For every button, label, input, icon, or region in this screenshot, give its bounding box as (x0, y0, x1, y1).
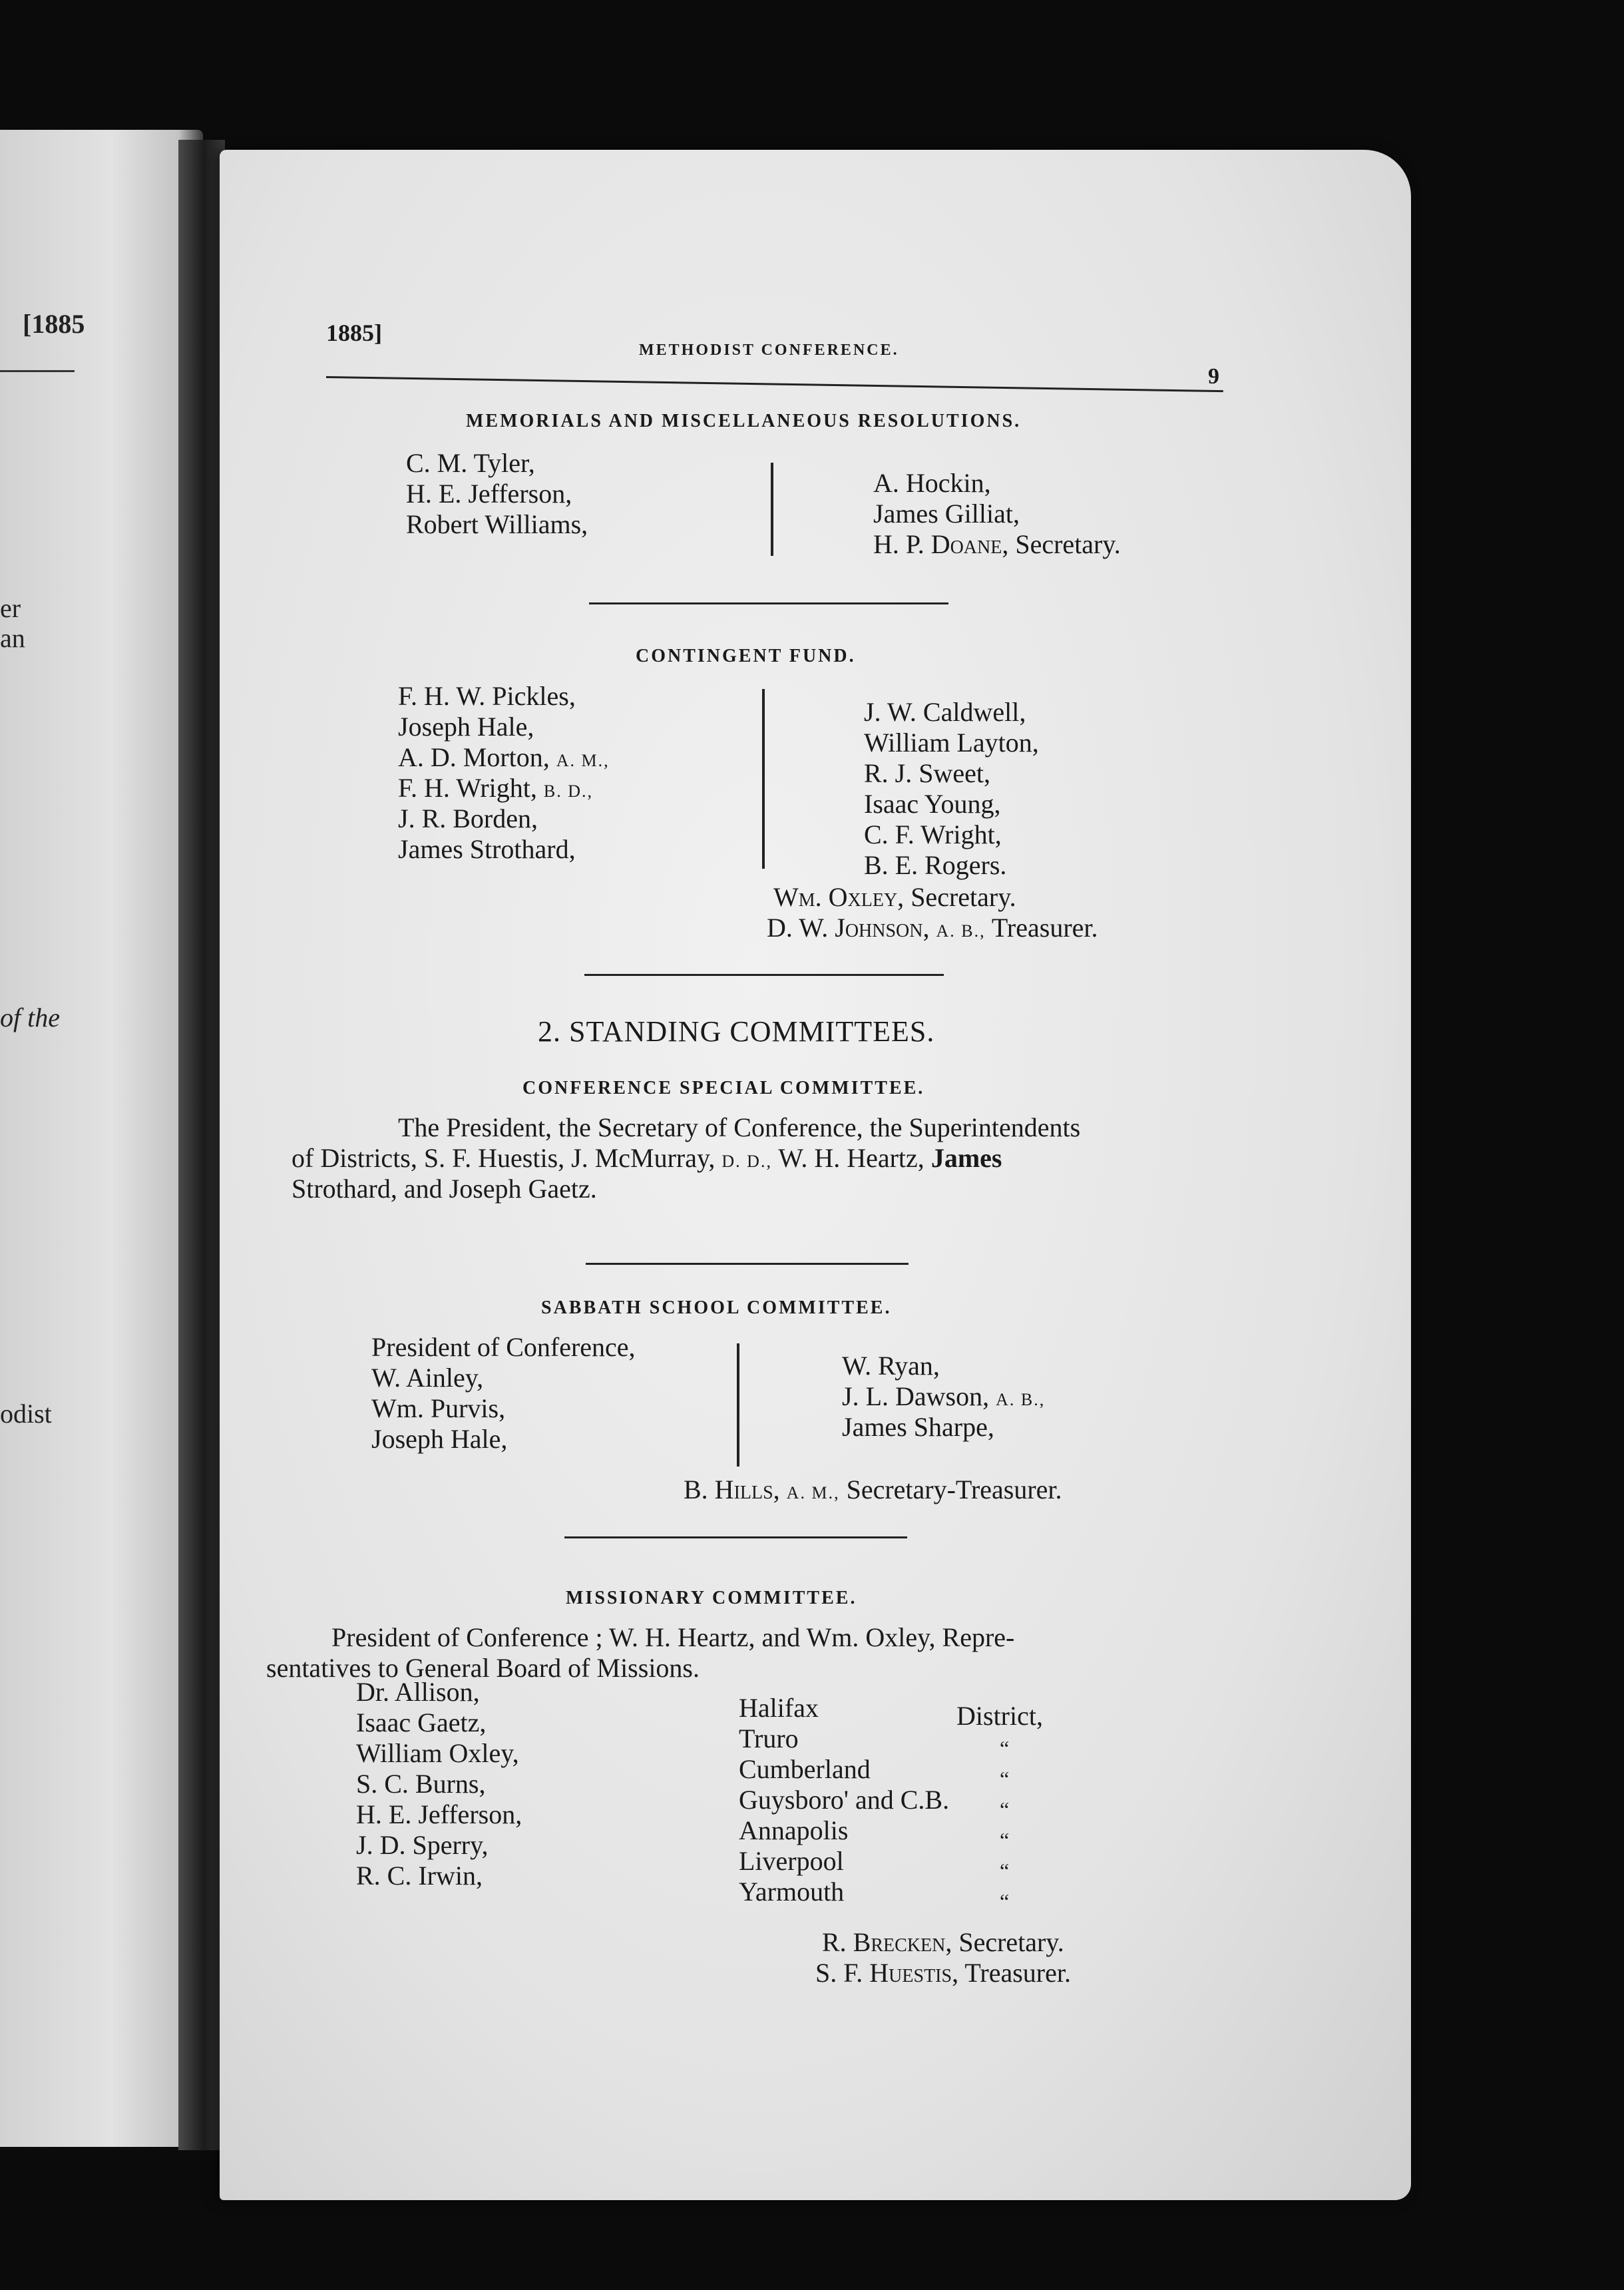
header-year: 1885] (326, 320, 382, 346)
contingent-member-degree: B. D., (543, 782, 594, 801)
missionary-member: H. E. Jefferson, (356, 1799, 522, 1829)
missionary-member: J. D. Sperry, (356, 1830, 489, 1860)
contingent-treasurer-degree: A. B., (936, 921, 986, 941)
sabbath-secretary-role: Secretary-Treasurer. (846, 1475, 1062, 1504)
memorials-member: H. E. Jefferson, (406, 479, 572, 509)
sabbath-secretary-name: B. Hills, (684, 1475, 780, 1504)
sabbath-member: J. L. Dawson, (842, 1381, 990, 1411)
contingent-member: F. H. Wright, (398, 773, 537, 803)
contingent-member-degree: A. M., (556, 751, 610, 770)
left-page-fragment: an (0, 623, 25, 653)
contingent-treasurer-role: Treasurer. (991, 913, 1098, 943)
sabbath-member: President of Conference, (371, 1332, 636, 1362)
section-rule (584, 974, 944, 976)
ditto-mark: “ (1000, 1767, 1010, 1791)
special-committee-line: Strothard, and Joseph Gaetz. (292, 1174, 597, 1204)
section-rule (564, 1536, 907, 1538)
sabbath-secretary-degree: A. M., (786, 1483, 840, 1502)
header-rule (326, 376, 1223, 392)
ditto-mark: “ (1000, 1736, 1010, 1760)
contingent-secretary-role: Secretary. (911, 882, 1016, 912)
district-label: District, (956, 1701, 1043, 1731)
contingent-member: J. W. Caldwell, (864, 697, 1026, 727)
sabbath-member: Joseph Hale, (371, 1424, 508, 1454)
standing-committees-heading: 2. STANDING COMMITTEES. (538, 1015, 935, 1048)
memorials-member: Robert Williams, (406, 509, 588, 539)
missionary-district: Annapolis (739, 1815, 849, 1845)
missionary-heading: MISSIONARY COMMITTEE. (566, 1588, 857, 1608)
missionary-secretary-role: Secretary. (958, 1927, 1064, 1957)
column-divider (771, 463, 773, 556)
contingent-heading: CONTINGENT FUND. (636, 646, 856, 666)
missionary-member: S. C. Burns, (356, 1769, 486, 1799)
contingent-member: A. D. Morton, (398, 742, 550, 772)
missionary-intro: sentatives to General Board of Missions. (266, 1653, 700, 1683)
section-rule (589, 602, 948, 604)
missionary-intro: President of Conference ; W. H. Heartz, and Wm. Oxley, Repre- (331, 1622, 1015, 1652)
contingent-member: Isaac Young, (864, 789, 1001, 819)
missionary-treasurer-name: S. F. Huestis, (815, 1958, 959, 1988)
special-committee-line: The President, the Secretary of Conference, the Superintendents (398, 1112, 1081, 1142)
special-committee-line: of Districts, S. F. Huestis, J. McMurray, (292, 1143, 715, 1173)
special-committee-heading: CONFERENCE SPECIAL COMMITTEE. (522, 1078, 925, 1098)
ditto-mark: “ (1000, 1859, 1010, 1883)
missionary-district: Yarmouth (739, 1877, 845, 1907)
memorials-secretary-role: Secretary. (1015, 529, 1121, 559)
memorials-member: James Gilliat, (873, 499, 1020, 529)
memorials-member: A. Hockin, (873, 468, 991, 498)
missionary-member: William Oxley, (356, 1738, 519, 1768)
memorials-member: C. M. Tyler, (406, 448, 535, 478)
memorials-heading: MEMORIALS AND MISCELLANEOUS RESOLUTIONS. (466, 411, 1022, 431)
ditto-mark: “ (1000, 1889, 1010, 1913)
contingent-member: B. E. Rogers. (864, 850, 1007, 880)
contingent-member: R. J. Sweet, (864, 758, 990, 788)
missionary-district: Halifax (739, 1693, 819, 1723)
contingent-member: Joseph Hale, (398, 712, 534, 742)
sabbath-heading: SABBATH SCHOOL COMMITTEE. (541, 1297, 892, 1318)
left-page-rule (0, 370, 75, 372)
contingent-member: J. R. Borden, (398, 803, 538, 833)
missionary-district: Guysboro' and C.B. (739, 1785, 950, 1815)
contingent-secretary-name: Wm. Oxley, (773, 882, 905, 912)
missionary-treasurer-role: Treasurer. (964, 1958, 1071, 1988)
page-number: 9 (1208, 364, 1219, 389)
running-title: METHODIST CONFERENCE. (639, 342, 899, 359)
special-committee-line-tail: James (930, 1143, 1002, 1173)
document-page (220, 150, 1411, 2200)
contingent-member: C. F. Wright, (864, 819, 1002, 849)
ditto-mark: “ (1000, 1828, 1010, 1852)
left-page-header: [1885 (23, 309, 85, 339)
missionary-member: Isaac Gaetz, (356, 1708, 487, 1737)
left-page-fragment: er (0, 593, 21, 623)
missionary-district: Liverpool (739, 1846, 844, 1876)
missionary-secretary-name: R. Brecken, (822, 1927, 952, 1957)
special-committee-degree: D. D., (721, 1152, 772, 1171)
missionary-member: R. C. Irwin, (356, 1861, 483, 1891)
contingent-treasurer-name: D. W. Johnson, (767, 913, 930, 943)
memorials-secretary-name: H. P. Doane, (873, 529, 1009, 559)
missionary-district: Truro (739, 1723, 799, 1753)
left-page (0, 130, 203, 2147)
column-divider (737, 1343, 739, 1467)
sabbath-member-degree: A. B., (996, 1390, 1046, 1409)
sabbath-member: W. Ryan, (842, 1351, 940, 1381)
sabbath-member: James Sharpe, (842, 1412, 994, 1442)
contingent-member: William Layton, (864, 728, 1039, 758)
sabbath-member: W. Ainley, (371, 1363, 484, 1393)
section-rule (586, 1263, 909, 1265)
missionary-district: Cumberland (739, 1754, 871, 1784)
contingent-member: F. H. W. Pickles, (398, 681, 576, 711)
book-gutter (178, 140, 225, 2150)
contingent-member: James Strothard, (398, 834, 576, 864)
special-committee-line-tail: W. H. Heartz, (778, 1143, 924, 1173)
ditto-mark: “ (1000, 1797, 1010, 1821)
column-divider (762, 689, 765, 869)
left-page-fragment: of the (0, 1003, 60, 1032)
left-page-fragment: odist (0, 1399, 52, 1429)
sabbath-member: Wm. Purvis, (371, 1393, 506, 1423)
missionary-member: Dr. Allison, (356, 1677, 480, 1707)
